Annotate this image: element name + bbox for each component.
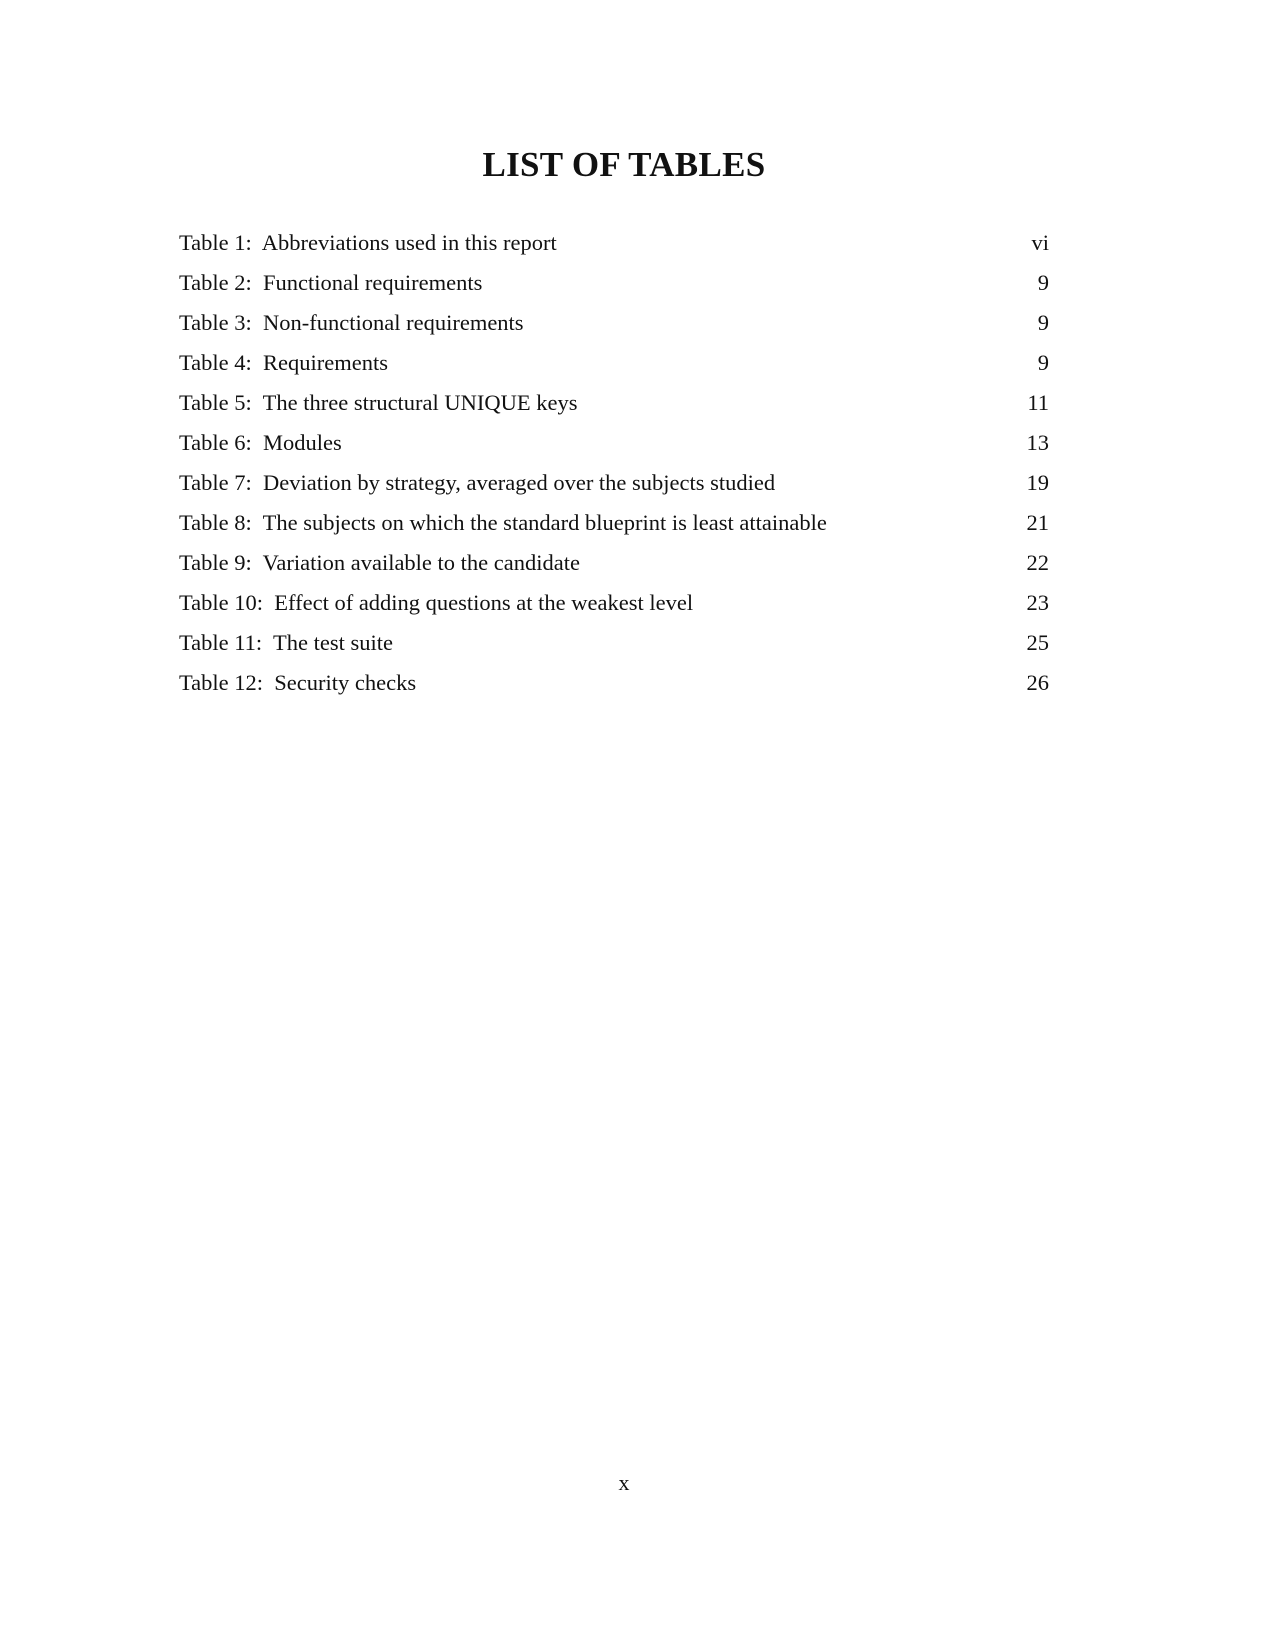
toc-entry-label: Table 7: Deviation by strategy, averaged over the subjects studied [179, 470, 776, 495]
toc-entry-page: vi [1031, 230, 1049, 255]
toc-entry-label: Table 9: Variation available to the candidate [179, 550, 580, 575]
toc-entry[interactable] [179, 386, 1049, 426]
toc-entry-label: Table 5: The three structural UNIQUE keys [179, 390, 578, 415]
toc-entry[interactable] [179, 466, 1049, 506]
toc-entry-label: Table 10: Effect of adding questions at the weakest level [179, 590, 694, 615]
toc-entry-page: 9 [1037, 270, 1049, 295]
toc-entry-page: 19 [1026, 470, 1049, 495]
toc-entry[interactable] [179, 546, 1049, 586]
toc-entry-label: Table 12: Security checks [179, 670, 417, 695]
toc-entry-page: 11 [1027, 390, 1049, 415]
toc-entry[interactable] [179, 626, 1049, 666]
toc-entry[interactable] [179, 506, 1049, 546]
toc-entry[interactable] [179, 346, 1049, 386]
toc-entry-page: 9 [1037, 310, 1049, 335]
toc-entry-page: 23 [1026, 590, 1049, 615]
toc-entry-page: 13 [1026, 430, 1049, 455]
toc-entry[interactable] [179, 266, 1049, 306]
toc-entry-label: Table 11: The test suite [179, 630, 394, 655]
page-title: LIST OF TABLES [482, 145, 766, 184]
toc-entry[interactable] [179, 586, 1049, 626]
toc-entry-label: Table 8: The subjects on which the standard blueprint is least attainable [179, 510, 827, 535]
page-number: x [618, 1470, 630, 1495]
list-of-tables [179, 226, 1049, 706]
toc-entry[interactable] [179, 306, 1049, 346]
toc-entry[interactable] [179, 226, 1049, 266]
toc-entry[interactable] [179, 426, 1049, 466]
toc-entry-label: Table 6: Modules [179, 430, 342, 455]
toc-entry-label: Table 1: Abbreviations used in this report [179, 230, 557, 255]
toc-entry-label: Table 2: Functional requirements [179, 270, 483, 295]
toc-entry-page: 26 [1026, 670, 1049, 695]
toc-entry[interactable] [179, 666, 1049, 706]
toc-entry-label: Table 4: Requirements [179, 350, 388, 375]
toc-entry-page: 22 [1026, 550, 1049, 575]
toc-entry-page: 9 [1037, 350, 1049, 375]
toc-entry-page: 21 [1026, 510, 1049, 535]
toc-entry-page: 25 [1026, 630, 1049, 655]
toc-entry-label: Table 3: Non-functional requirements [179, 310, 524, 335]
